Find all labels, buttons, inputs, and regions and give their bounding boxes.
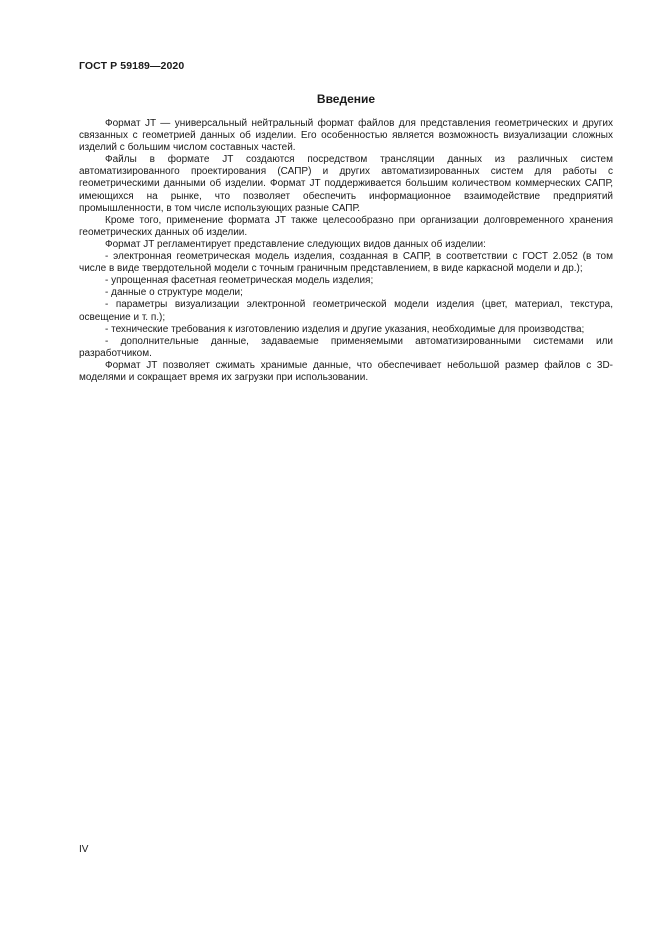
list-item: - технические требования к изготовлению изделия и другие указания, необходимые для производства; [105,323,585,335]
list-item: - электронная геометрическая модель изделия, созданная в САПР, в соответствии с ГОСТ 2.052 (в том числе в виде твердотельной модели с точным граничным представлением, в виде каркасной модели и др.); [79,251,613,275]
list-item: - данные о структуре модели; [105,287,243,299]
paragraph: Кроме того, применение формата JT также целесообразно при организации долговременного хранения геометрических данных об изделии. [79,214,613,238]
body-text [79,118,613,384]
page-number: IV [79,844,89,855]
list-item: - параметры визуализации электронной геометрической модели изделия (цвет, материал, текстура, освещение и т. п.); [79,299,613,323]
document-header: ГОСТ Р 59189—2020 [79,60,185,72]
paragraph: Файлы в формате JT создаются посредством трансляции данных из различных систем автоматизированного проектирования (САПР) и других автоматизированных систем для работы с геометрическими данными об изделии. Формат JT поддерживается большим количеством коммерческих САПР, имеющихся на рынке, что позволяет обеспечить информационное взаимодействие предприятий промышленности, в том числе использующих разные САПР. [79,154,613,214]
paragraph: Формат JT позволяет сжимать хранимые данные, что обеспечивает небольшой размер файлов с 3D-моделями и сокращает время их загрузки при использовании. [79,359,613,383]
list-item: - дополнительные данные, задаваемые применяемыми автоматизированными системами или разработчиком. [79,335,613,359]
list-item: - упрощенная фасетная геометрическая модель изделия; [105,275,374,287]
paragraph: Формат JT регламентирует представление следующих видов данных об изделии: [105,238,486,250]
section-title: Введение [316,92,376,106]
paragraph: Формат JT — универсальный нейтральный формат файлов для представления геометрических и других связанных с геометрией данных об изделии. Его особенностью является возможность визуализации сложных изделий с большим числом составных частей. [79,118,613,154]
